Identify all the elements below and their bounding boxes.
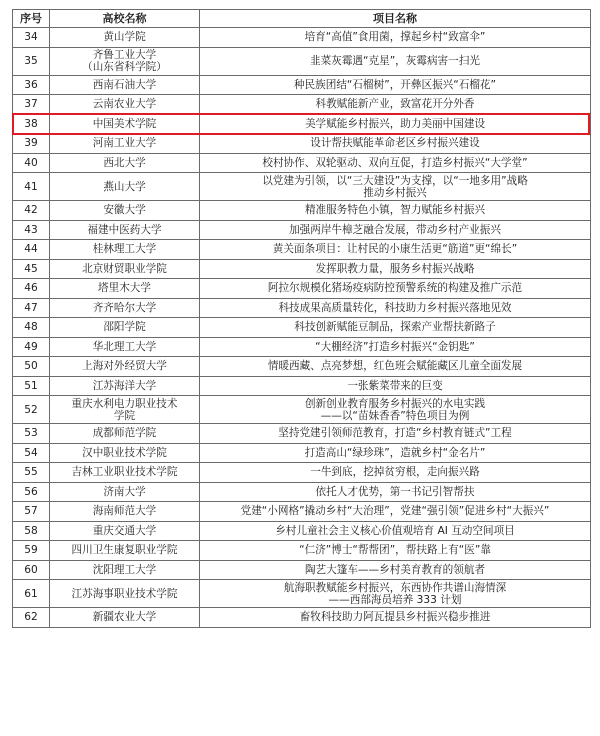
school-name-line: 西南石油大学 (92, 78, 157, 91)
project-name (200, 114, 591, 134)
row-number: 43 (13, 220, 50, 240)
school-name-line: 北京财贸职业学院 (82, 262, 167, 275)
project-name-line: 科教赋能新产业，致富花开分外香 (315, 98, 475, 111)
table-row (13, 443, 591, 463)
school-name (50, 608, 200, 628)
project-name-line: 航海职教赋能乡村振兴，东西协作共谱山海情深 (283, 581, 507, 594)
table-row (13, 376, 591, 396)
school-name-line: 西北大学 (103, 156, 146, 169)
project-name-line: 种民族团结“石榴树”，开彝区振兴“石榴花” (293, 78, 497, 91)
row-number: 61 (13, 580, 50, 608)
row-number: 48 (13, 318, 50, 338)
project-name-line: 科技成果高质量转化，科技助力乡村振兴落地见效 (278, 301, 512, 314)
table-row (13, 580, 591, 608)
project-name-line: 韭菜灰霉遇“克星”，灰霉病害一扫光 (310, 55, 480, 67)
project-name-line: ——西部海员培养 333 计划 (328, 593, 462, 606)
school-name (50, 153, 200, 173)
school-name (50, 396, 200, 424)
table-row (13, 424, 591, 444)
header-project: 项目名称 (200, 10, 591, 28)
project-name (200, 95, 591, 115)
projects-table (12, 9, 591, 628)
school-name-line: 新疆农业大学 (92, 611, 157, 624)
project-name (200, 220, 591, 240)
row-number: 34 (13, 28, 50, 48)
school-name-line: 济南大学 (103, 485, 146, 498)
school-name-line: 云南农业大学 (92, 98, 157, 111)
project-name (200, 463, 591, 483)
school-name (50, 337, 200, 357)
project-name-line: 依托人才优势，第一书记引智帮扶 (315, 485, 475, 498)
project-name (200, 541, 591, 561)
school-name (50, 482, 200, 502)
table-row (13, 318, 591, 338)
table-row (13, 259, 591, 279)
project-name (200, 279, 591, 299)
school-name-line: 河南工业大学 (92, 137, 157, 150)
school-name (50, 47, 200, 75)
row-number: 52 (13, 396, 50, 424)
table-row (13, 28, 591, 48)
project-name-line: 设计帮扶赋能革命老区乡村振兴建设 (310, 137, 480, 150)
school-name (50, 376, 200, 396)
row-number: 58 (13, 521, 50, 541)
school-name (50, 298, 200, 318)
project-name (200, 318, 591, 338)
row-number: 41 (13, 173, 50, 201)
project-name-line: “大棚经济”打造乡村振兴“金钥匙” (315, 340, 475, 353)
table-row (13, 114, 591, 134)
school-name-line: 燕山大学 (103, 180, 146, 193)
row-number: 38 (13, 114, 50, 134)
table-row (13, 47, 591, 75)
school-name (50, 259, 200, 279)
school-name (50, 541, 200, 561)
row-number: 44 (13, 240, 50, 260)
project-name-line: 党建“小网格”撬动乡村“大治理”，党建“强引领”促进乡村“大振兴” (240, 505, 550, 518)
school-name (50, 134, 200, 154)
row-number: 50 (13, 357, 50, 377)
project-name-line: 精准服务特色小镇，智力赋能乡村振兴 (304, 204, 486, 217)
row-number: 56 (13, 482, 50, 502)
project-name-line: 加强两岸牛樟芝融合发展，带动乡村产业振兴 (289, 223, 501, 236)
project-name-line: 一张紫菜带来的巨变 (347, 379, 443, 392)
project-name (200, 47, 591, 75)
school-name (50, 357, 200, 377)
project-name-line: 陶艺大篷车——乡村美育教育的领航者 (304, 563, 486, 576)
project-name-line: 乡村儿童社会主义核心价值观培育 AI 互动空间项目 (275, 524, 515, 537)
table-row (13, 240, 591, 260)
school-name-line: 海南师范大学 (92, 505, 157, 518)
school-name (50, 580, 200, 608)
school-name (50, 279, 200, 299)
school-name (50, 502, 200, 522)
table-row (13, 75, 591, 95)
row-number: 59 (13, 541, 50, 561)
project-name (200, 560, 591, 580)
table-row (13, 173, 591, 201)
table-row (13, 357, 591, 377)
project-name (200, 396, 591, 424)
table-row (13, 502, 591, 522)
school-name-line: （山东省科学院） (82, 61, 167, 73)
project-name-line: ——以“苗妹香香”特色项目为例 (320, 409, 470, 422)
row-number: 47 (13, 298, 50, 318)
row-number: 46 (13, 279, 50, 299)
school-name-line: 邵阳学院 (103, 321, 146, 334)
project-name (200, 153, 591, 173)
table-row (13, 541, 591, 561)
school-name (50, 463, 200, 483)
school-name (50, 240, 200, 260)
school-name-line: 学院 (113, 409, 136, 422)
project-name (200, 376, 591, 396)
school-name (50, 95, 200, 115)
school-name-line: 江苏海事职业技术学院 (71, 587, 178, 600)
school-name-line: 福建中医药大学 (87, 223, 162, 236)
project-name (200, 357, 591, 377)
table-header-row (13, 10, 591, 28)
row-number: 42 (13, 201, 50, 221)
school-name (50, 424, 200, 444)
school-name-line: 汉中职业技术学院 (82, 446, 167, 459)
table-row (13, 560, 591, 580)
table-body (13, 28, 591, 628)
project-name-line: 黄关面条项目：让村民的小康生活更“筋道”更“绵长” (272, 243, 518, 256)
row-number: 40 (13, 153, 50, 173)
project-name (200, 521, 591, 541)
school-name (50, 173, 200, 201)
project-name-line: 阿拉尔规模化猪场疫病防控预警系统的构建及推广示范 (267, 282, 523, 295)
row-number: 62 (13, 608, 50, 628)
project-name (200, 443, 591, 463)
project-name (200, 259, 591, 279)
school-name-line: 桂林理工大学 (92, 243, 157, 256)
school-name-line: 成都师范学院 (92, 427, 157, 440)
project-name (200, 424, 591, 444)
project-name-line: 科技创新赋能豆制品，探索产业帮扶新路子 (294, 321, 496, 334)
header-school: 高校名称 (50, 10, 200, 28)
school-name (50, 75, 200, 95)
row-number: 57 (13, 502, 50, 522)
school-name (50, 560, 200, 580)
school-name-line: 华北理工大学 (92, 340, 157, 353)
school-name (50, 521, 200, 541)
row-number: 53 (13, 424, 50, 444)
project-name (200, 134, 591, 154)
school-name-line: 重庆交通大学 (92, 524, 157, 537)
table-row (13, 337, 591, 357)
table-row (13, 298, 591, 318)
school-name (50, 220, 200, 240)
project-name (200, 298, 591, 318)
row-number: 49 (13, 337, 50, 357)
project-name-line: 推动乡村振兴 (363, 186, 427, 199)
header-number: 序号 (13, 10, 50, 28)
row-number: 45 (13, 259, 50, 279)
school-name-line: 中国美术学院 (92, 117, 157, 130)
school-name-line: 四川卫生康复职业学院 (71, 544, 178, 557)
school-name-line: 安徽大学 (103, 204, 146, 217)
project-name-line: “仁济”博士“帮帮团”，帮扶路上有“医”靠 (299, 544, 491, 557)
project-name-line: 美学赋能乡村振兴，助力美丽中国建设 (304, 117, 486, 130)
school-name-line: 重庆水利电力职业技术 (71, 397, 178, 410)
project-name-line: 坚持党建引领师范教育，打造“乡村教育链式”工程 (278, 427, 512, 440)
table-row (13, 201, 591, 221)
school-name-line: 齐鲁工业大学 (92, 49, 157, 61)
table-row (13, 482, 591, 502)
row-number: 55 (13, 463, 50, 483)
row-number: 36 (13, 75, 50, 95)
project-name (200, 337, 591, 357)
table-row (13, 463, 591, 483)
project-name-line: 畜牧科技助力阿瓦提县乡村振兴稳步推进 (299, 611, 491, 624)
project-name (200, 173, 591, 201)
project-name (200, 75, 591, 95)
table-row (13, 396, 591, 424)
row-number: 60 (13, 560, 50, 580)
project-name (200, 502, 591, 522)
project-name (200, 28, 591, 48)
project-name-line: 一牛到底，挖掉贫穷根，走向振兴路 (310, 466, 480, 479)
project-name-line: 校村协作、双轮驱动、双向互促，打造乡村振兴“大学堂” (262, 156, 528, 169)
project-name-line: 发挥职教力量，服务乡村振兴战略 (315, 262, 475, 275)
school-name-line: 齐齐哈尔大学 (92, 301, 157, 314)
project-name-line: 以党建为引领，以“三大建设”为支撑，以“一地多用”战略 (262, 174, 528, 187)
project-name-line: 培育“高值”食用菌，撑起乡村“致富伞” (304, 31, 486, 44)
row-number: 37 (13, 95, 50, 115)
project-name-line: 打造高山“绿珍珠”，造就乡村“金名片” (304, 446, 486, 459)
project-name (200, 201, 591, 221)
project-name-line: 创新创业教育服务乡村振兴的水电实践 (304, 397, 486, 410)
table-row (13, 521, 591, 541)
project-name (200, 580, 591, 608)
project-name (200, 240, 591, 260)
row-number: 35 (13, 47, 50, 75)
table-row (13, 95, 591, 115)
table-row (13, 153, 591, 173)
school-name (50, 201, 200, 221)
table-row (13, 134, 591, 154)
school-name (50, 443, 200, 463)
project-name-line: 情暖西藏、点亮梦想，红色班会赋能藏区儿童全面发展 (267, 360, 523, 373)
row-number: 39 (13, 134, 50, 154)
school-name-line: 沈阳理工大学 (92, 563, 157, 576)
table-row (13, 220, 591, 240)
table-row (13, 608, 591, 628)
school-name (50, 28, 200, 48)
school-name (50, 114, 200, 134)
row-number: 54 (13, 443, 50, 463)
project-name (200, 608, 591, 628)
project-name (200, 482, 591, 502)
school-name-line: 吉林工业职业技术学院 (71, 466, 178, 479)
row-number: 51 (13, 376, 50, 396)
school-name (50, 318, 200, 338)
school-name-line: 上海对外经贸大学 (82, 360, 167, 373)
school-name-line: 江苏海洋大学 (92, 379, 157, 392)
school-name-line: 黄山学院 (103, 31, 146, 44)
school-name-line: 塔里木大学 (98, 282, 151, 295)
table-row (13, 279, 591, 299)
